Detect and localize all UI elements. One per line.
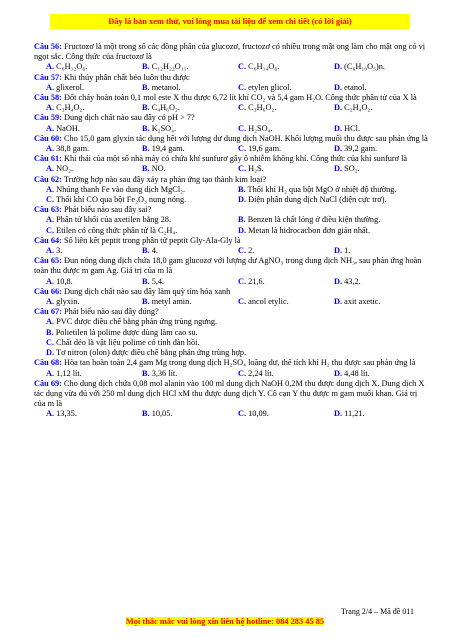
hotline-text: Mọi thắc mắc vui lòng xin liên hệ hotline: 084 283 45 85: [125, 617, 325, 626]
option-text: 10,09.: [248, 409, 269, 419]
answer-option: [238, 246, 334, 256]
answer-option: [46, 338, 199, 348]
options-row: [46, 124, 430, 134]
option-letter: C.: [238, 62, 247, 72]
option-text: 1.: [344, 246, 351, 256]
question-list: [34, 42, 430, 420]
option-text: H₂SO₄.: [248, 123, 273, 133]
question-stem: [34, 236, 430, 246]
question-number: Câu 64:: [34, 235, 62, 245]
answer-option: [238, 409, 334, 419]
option-text: 19,6 gam.: [248, 144, 282, 154]
answer-option: [334, 144, 430, 154]
answer-option: [46, 124, 142, 134]
answer-option: [46, 226, 238, 236]
question-text: Đun nóng dung dịch chứa 18,0 gam glucozơ với lượng dư AgNO₃ trong dung dịch NH₃, sau phản ứng hoàn toàn thu được m gam Ag. Giá trị của m là: [34, 256, 422, 276]
options-row: [46, 103, 430, 113]
option-text: K₂SO₄.: [151, 123, 177, 133]
preview-banner: Đây là bản xem thử, vui lòng mua tài liệu để xem chi tiết (có lời giải): [50, 14, 410, 29]
answer-option: [238, 124, 334, 134]
option-letter: C.: [238, 368, 247, 378]
question-stem: [34, 358, 430, 368]
answer-option: [142, 103, 238, 113]
option-letter: D.: [334, 62, 343, 72]
answer-option: [46, 246, 142, 256]
option-letter: B.: [142, 297, 150, 307]
answer-option: [334, 277, 430, 287]
answer-option: [142, 409, 238, 419]
option-text: NO.: [151, 164, 166, 174]
answer-option: [238, 277, 334, 287]
options-row: [46, 215, 430, 225]
option-letter: A.: [46, 82, 55, 92]
option-text: Thổi khí H₂ qua bột MgO ở nhiệt độ thường.: [247, 184, 397, 194]
option-letter: D.: [334, 103, 343, 113]
option-letter: B.: [142, 123, 150, 133]
option-letter: A.: [46, 184, 55, 194]
question-text: Khi thủy phân chất béo luôn thu được: [63, 72, 190, 82]
option-letter: B.: [142, 409, 150, 419]
option-text: C₄H₆O₂.: [151, 103, 180, 113]
option-text: 10,05.: [151, 409, 173, 419]
option-text: SO₂.: [344, 164, 360, 174]
option-text: Benzen là chất lỏng ở điều kiện thường.: [247, 215, 381, 225]
option-letter: A.: [46, 144, 55, 154]
options-row: [46, 185, 430, 195]
option-letter: B.: [142, 62, 150, 72]
page-info: Trang 2/4 – Mã đề 011: [341, 607, 414, 616]
option-text: 19,4 gam.: [151, 144, 185, 154]
answer-option: [46, 83, 142, 93]
option-letter: C.: [46, 195, 55, 205]
option-letter: A.: [46, 246, 55, 256]
option-text: etylen glicol.: [248, 82, 292, 92]
option-letter: B.: [142, 103, 150, 113]
options-row: [46, 195, 430, 205]
option-letter: B.: [142, 276, 150, 286]
option-letter: B.: [142, 164, 150, 174]
option-letter: C.: [238, 409, 247, 419]
question-text: Số liên kết peptit trong phân tử peptit Gly-Ala-Gly là: [63, 235, 241, 245]
question-text: Dung dịch chất nào sau đây làm quỳ tím hóa xanh: [63, 286, 231, 296]
option-letter: A.: [46, 317, 55, 327]
answer-option: [238, 195, 430, 205]
option-text: ancol etylic.: [248, 297, 289, 307]
option-text: Etilen có công thức phân tử là C₂H₄.: [56, 225, 178, 235]
option-text: C₆H₁₄O₆.: [248, 62, 280, 72]
question-stem: [34, 205, 430, 215]
question-stem: [34, 73, 430, 83]
options-row: [46, 83, 430, 93]
question-text: Cho dung dịch chứa 0,08 mol alanin vào 100 ml dung dịch NaOH 0,2M thu được dung dịch X. Dung dịch X tác dụng vừa đủ với 250 ml dung dịch HCl xM thu được dung dịch Y. Cô cạn Y thu được m gam muối khan. Giá trị của m là: [34, 378, 425, 409]
options-row: [46, 409, 430, 419]
answer-option: [46, 185, 238, 195]
option-text: 2,24 lít.: [248, 368, 274, 378]
answer-option: [46, 215, 238, 225]
option-letter: D.: [334, 246, 343, 256]
question-number: Câu 67:: [34, 307, 62, 317]
answer-option: [238, 226, 430, 236]
option-letter: A.: [46, 164, 55, 174]
option-letter: C.: [238, 144, 247, 154]
answer-option: [142, 297, 238, 307]
question-number: Câu 56:: [34, 42, 62, 51]
options-row: [46, 348, 430, 358]
option-text: 2.: [248, 246, 255, 256]
option-letter: A.: [46, 123, 55, 133]
option-text: 10,8.: [56, 276, 73, 286]
answer-option: [238, 62, 334, 72]
option-letter: A.: [46, 215, 55, 225]
option-text: NO₂.: [56, 164, 74, 174]
option-text: PVC được điều chế bằng phản ứng trùng ngưng.: [56, 317, 218, 327]
answer-option: [334, 369, 430, 379]
question-number: Câu 62:: [34, 174, 62, 184]
answer-option: [46, 195, 238, 205]
answer-option: [142, 124, 238, 134]
question-number: Câu 59:: [34, 113, 62, 123]
question-number: Câu 65:: [34, 256, 62, 266]
option-letter: B.: [142, 82, 150, 92]
question-stem: [34, 113, 430, 123]
question-text: Khí thải của một số nhà máy có chứa khí sunfurơ gây ô nhiễm không khí. Công thức của khí sunfurơ là: [63, 154, 408, 164]
answer-option: [238, 185, 430, 195]
option-text: Tơ nitron (olon) được điều chế bằng phản ứng trùng hợp.: [56, 348, 247, 358]
option-text: 39,2 gam.: [344, 144, 378, 154]
answer-option: [46, 103, 142, 113]
answer-option: [238, 103, 334, 113]
options-row: [46, 246, 430, 256]
option-text: Polietilen là polime được dùng làm cao su.: [55, 327, 198, 337]
option-text: Điện phân dung dịch NaCl (điện cực trơ).: [248, 195, 387, 205]
question-text: Dung dịch chất nào sau đây có pH > 7?: [63, 113, 195, 123]
options-row: [46, 328, 430, 338]
answer-option: [238, 215, 430, 225]
option-text: 38,8 gam.: [56, 144, 90, 154]
option-text: 13,35.: [56, 409, 77, 419]
option-letter: B.: [142, 246, 150, 256]
hotline-footer: [0, 617, 450, 626]
question-text: Trường hợp nào sau đây xảy ra phản ứng tạo thành kim loại?: [63, 174, 267, 184]
question-stem: [34, 42, 430, 62]
option-letter: D.: [334, 144, 343, 154]
options-row: [46, 297, 430, 307]
answer-option: [46, 277, 142, 287]
answer-option: [334, 83, 430, 93]
option-letter: C.: [238, 82, 247, 92]
option-letter: B.: [142, 368, 150, 378]
answer-option: [46, 297, 142, 307]
answer-option: [46, 328, 198, 338]
question-stem: [34, 307, 430, 317]
option-text: C₆H₁₂O₆.: [56, 62, 88, 72]
answer-option: [238, 144, 334, 154]
question-stem: [34, 93, 430, 103]
option-letter: D.: [238, 195, 247, 205]
option-text: 3.: [56, 246, 63, 256]
question-text: Cho 15,0 gam glyxin tác dụng hết với lượng dư dung dịch NaOH. Khối lượng muối thu được sau phản ứng là: [63, 133, 428, 143]
option-text: (C₆H₁₀O₅)n.: [344, 62, 385, 72]
option-text: Chất dẻo là vật liệu polime có tính đàn hồi.: [56, 337, 200, 347]
answer-option: [46, 409, 142, 419]
option-letter: B.: [238, 215, 246, 225]
option-letter: C.: [46, 225, 55, 235]
option-letter: D.: [334, 368, 343, 378]
question-number: Câu 58:: [34, 93, 62, 103]
question-number: Câu 57:: [34, 72, 62, 82]
answer-option: [142, 246, 238, 256]
option-letter: D.: [334, 297, 343, 307]
answer-option: [46, 164, 142, 174]
question-stem: [34, 379, 430, 410]
answer-option: [238, 164, 334, 174]
option-text: metyl amin.: [151, 297, 192, 307]
option-letter: A.: [46, 297, 55, 307]
question-number: Câu 68:: [34, 358, 62, 368]
option-text: etanol.: [344, 82, 367, 92]
options-row: [46, 369, 430, 379]
answer-option: [238, 297, 334, 307]
option-text: Phân tử khối của axetilen bằng 28.: [56, 215, 172, 225]
options-row: [46, 144, 430, 154]
question-text: Hòa tan hoàn toàn 2,4 gam Mg trong dung dịch H₂SO₄ loãng dư, thể tích khí H₂ thu được sau phản ứng là: [63, 358, 416, 368]
question-text: Phát biểu nào sau đây sai?: [63, 205, 152, 215]
options-row: [46, 277, 430, 287]
answer-option: [142, 83, 238, 93]
question-stem: [34, 287, 430, 297]
option-letter: C.: [238, 246, 247, 256]
question-text: Fructozơ là một trong số các đồng phân của glucozơ, fructozơ có nhiều trong mật ong làm cho mật ong có vị ngọt sắc. Công thức của fructozơ là: [34, 42, 426, 62]
question-stem: [34, 175, 430, 185]
question-number: Câu 61:: [34, 154, 62, 164]
option-text: glixerol.: [56, 82, 85, 92]
option-letter: C.: [238, 164, 247, 174]
option-text: 1,12 lít.: [56, 368, 82, 378]
option-text: 4.: [151, 246, 158, 256]
option-text: metanol.: [151, 82, 181, 92]
options-row: [46, 62, 430, 72]
option-letter: A.: [46, 103, 55, 113]
option-letter: C.: [238, 276, 247, 286]
option-text: 4,48 lít.: [344, 368, 370, 378]
answer-option: [238, 83, 334, 93]
options-row: [46, 226, 430, 236]
option-letter: A.: [46, 276, 55, 286]
answer-option: [46, 144, 142, 154]
answer-option: [334, 246, 430, 256]
option-text: 21,6.: [248, 276, 265, 286]
option-text: glyxin.: [56, 297, 80, 307]
question-text: Đốt cháy hoàn toàn 0,1 mol este X thu được 6,72 lít khí CO₂ và 5,4 gam H₂O. Công thức phân tử của X là: [63, 93, 417, 103]
option-letter: C.: [238, 123, 247, 133]
answer-option: [46, 369, 142, 379]
question-stem: [34, 134, 430, 144]
option-text: Nhúng thanh Fe vào dung dịch MgCl₂.: [56, 184, 186, 194]
option-letter: D.: [46, 348, 55, 358]
question-stem: [34, 256, 430, 276]
answer-option: [334, 124, 430, 134]
option-letter: C.: [238, 103, 247, 113]
option-text: C₃H₄O₂.: [56, 103, 85, 113]
option-letter: A.: [46, 368, 55, 378]
answer-option: [46, 62, 142, 72]
answer-option: [46, 348, 246, 358]
option-text: C₂H₄O₂.: [344, 103, 373, 113]
option-text: 43,2.: [344, 276, 361, 286]
option-letter: B.: [238, 184, 246, 194]
option-letter: C.: [46, 337, 55, 347]
answer-option: [46, 317, 217, 327]
option-text: Metan là hidrocacbon đơn giản nhất.: [248, 225, 371, 235]
option-text: HCl.: [344, 123, 361, 133]
option-letter: A.: [46, 62, 55, 72]
question-text: Phát biểu nào sau đây đúng?: [63, 307, 159, 317]
options-row: [46, 164, 430, 174]
option-letter: D.: [334, 82, 343, 92]
answer-option: [334, 409, 430, 419]
answer-option: [142, 369, 238, 379]
answer-option: [142, 144, 238, 154]
option-letter: D.: [334, 164, 343, 174]
option-text: C₃H₆O₂.: [248, 103, 277, 113]
answer-option: [142, 164, 238, 174]
option-text: 3,36 lít.: [151, 368, 178, 378]
answer-option: [334, 164, 430, 174]
option-text: Thổi khí CO qua bột Fe₂O₃ nung nóng.: [56, 195, 187, 205]
option-letter: D.: [334, 123, 343, 133]
answer-option: [334, 297, 430, 307]
option-letter: B.: [46, 327, 54, 337]
answer-option: [334, 103, 430, 113]
answer-option: [142, 277, 238, 287]
answer-option: [142, 62, 238, 72]
option-letter: D.: [334, 409, 343, 419]
option-letter: C.: [238, 297, 247, 307]
question-number: Câu 60:: [34, 133, 62, 143]
answer-option: [238, 369, 334, 379]
question-stem: [34, 154, 430, 164]
question-number: Câu 63:: [34, 205, 62, 215]
option-letter: D.: [238, 225, 247, 235]
option-text: 11,21.: [344, 409, 365, 419]
option-letter: A.: [46, 409, 55, 419]
option-text: axit axetic.: [344, 297, 381, 307]
option-letter: D.: [334, 276, 343, 286]
question-number: Câu 69:: [34, 378, 62, 388]
option-text: NaOH.: [56, 123, 80, 133]
option-text: H₂S.: [248, 164, 264, 174]
option-letter: B.: [142, 144, 150, 154]
options-row: [46, 338, 430, 348]
option-text: 5,4.: [151, 276, 165, 286]
question-number: Câu 66:: [34, 286, 62, 296]
answer-option: [334, 62, 430, 72]
option-text: C₁₂H₂₂O₁₁.: [151, 62, 189, 72]
options-row: [46, 317, 430, 327]
